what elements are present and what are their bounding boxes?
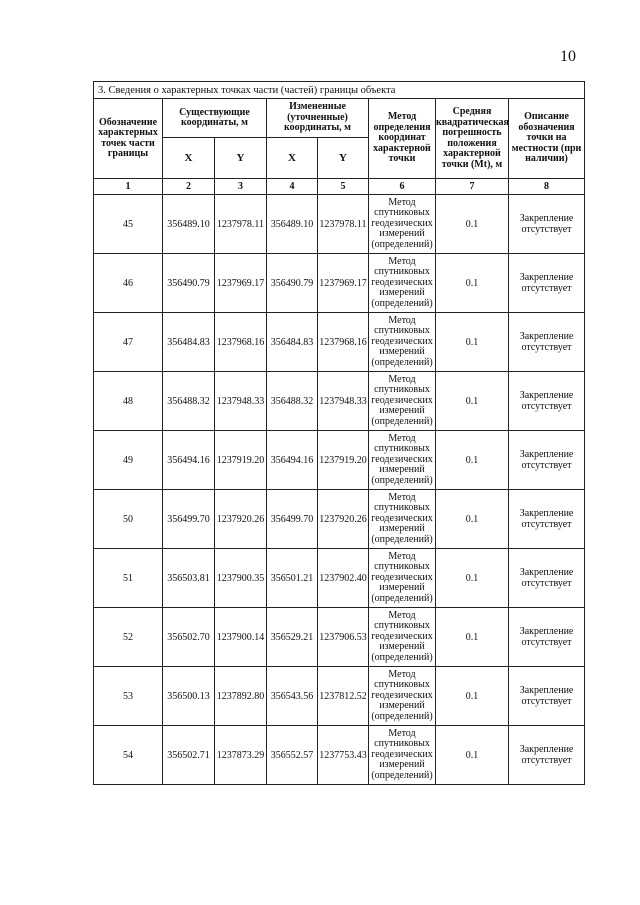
table-row (94, 608, 585, 667)
cell-existing-y: 1237968.16 (215, 313, 267, 372)
cell-changed-x: 356529.21 (267, 608, 318, 667)
cell-method: Метод спутниковых геодезических измерений (определений) (369, 195, 436, 254)
cell-description: Закрепление отсутствует (509, 431, 585, 490)
cell-existing-y: 1237948.33 (215, 372, 267, 431)
cell-changed-x: 356494.16 (267, 431, 318, 490)
cell-description: Закрепление отсутствует (509, 195, 585, 254)
cell-point: 46 (94, 254, 163, 313)
table-row (94, 490, 585, 549)
cell-existing-y: 1237900.35 (215, 549, 267, 608)
cell-existing-x: 356494.16 (163, 431, 215, 490)
cell-method: Метод спутниковых геодезических измерений (определений) (369, 608, 436, 667)
cell-changed-x: 356552.57 (267, 726, 318, 785)
header-point: Обозначение характерных точек части границы (94, 99, 163, 179)
cell-changed-y: 1237902.40 (318, 549, 369, 608)
column-number: 1 (94, 179, 163, 195)
cell-changed-y: 1237919.20 (318, 431, 369, 490)
cell-changed-x: 356484.83 (267, 313, 318, 372)
cell-description: Закрепление отсутствует (509, 372, 585, 431)
cell-existing-x: 356503.81 (163, 549, 215, 608)
cell-existing-y: 1237873.29 (215, 726, 267, 785)
cell-point: 49 (94, 431, 163, 490)
cell-existing-x: 356490.79 (163, 254, 215, 313)
cell-changed-y: 1237920.26 (318, 490, 369, 549)
cell-method: Метод спутниковых геодезических измерений (определений) (369, 490, 436, 549)
header-existing-y: Y (215, 138, 267, 179)
table-row (94, 549, 585, 608)
column-number: 4 (267, 179, 318, 195)
section-title: 3. Сведения о характерных точках части (частей) границы объекта (94, 82, 585, 99)
cell-method: Метод спутниковых геодезических измерений (определений) (369, 726, 436, 785)
cell-description: Закрепление отсутствует (509, 549, 585, 608)
cell-accuracy: 0.1 (436, 667, 509, 726)
column-number: 2 (163, 179, 215, 195)
cell-changed-y: 1237969.17 (318, 254, 369, 313)
cell-point: 48 (94, 372, 163, 431)
column-number: 5 (318, 179, 369, 195)
cell-existing-y: 1237978.11 (215, 195, 267, 254)
cell-existing-x: 356488.32 (163, 372, 215, 431)
cell-existing-y: 1237892.80 (215, 667, 267, 726)
cell-changed-x: 356490.79 (267, 254, 318, 313)
cell-changed-y: 1237978.11 (318, 195, 369, 254)
cell-changed-y: 1237968.16 (318, 313, 369, 372)
cell-point: 45 (94, 195, 163, 254)
cell-accuracy: 0.1 (436, 549, 509, 608)
characteristic-points-table (93, 81, 585, 785)
table-row (94, 726, 585, 785)
cell-changed-x: 356489.10 (267, 195, 318, 254)
cell-method: Метод спутниковых геодезических измерений (определений) (369, 313, 436, 372)
cell-existing-x: 356502.70 (163, 608, 215, 667)
cell-accuracy: 0.1 (436, 608, 509, 667)
column-number: 8 (509, 179, 585, 195)
cell-existing-y: 1237969.17 (215, 254, 267, 313)
cell-description: Закрепление отсутствует (509, 313, 585, 372)
column-number: 7 (436, 179, 509, 195)
table-row (94, 195, 585, 254)
header-method: Метод определения координат характерной точки (369, 99, 436, 179)
cell-changed-x: 356499.70 (267, 490, 318, 549)
cell-description: Закрепление отсутствует (509, 254, 585, 313)
table-body (94, 195, 585, 785)
cell-changed-x: 356543.56 (267, 667, 318, 726)
cell-accuracy: 0.1 (436, 195, 509, 254)
cell-existing-x: 356502.71 (163, 726, 215, 785)
cell-point: 52 (94, 608, 163, 667)
cell-point: 50 (94, 490, 163, 549)
column-number: 6 (369, 179, 436, 195)
cell-method: Метод спутниковых геодезических измерений (определений) (369, 667, 436, 726)
header-accuracy: Средняя квадратическая погрешность положения характерной точки (Mt), м (436, 99, 509, 179)
cell-existing-x: 356500.13 (163, 667, 215, 726)
cell-changed-y: 1237812.52 (318, 667, 369, 726)
table-row (94, 372, 585, 431)
cell-changed-x: 356488.32 (267, 372, 318, 431)
table-row (94, 667, 585, 726)
cell-point: 51 (94, 549, 163, 608)
cell-existing-x: 356489.10 (163, 195, 215, 254)
header-existing-coordinates: Существующие координаты, м (163, 99, 267, 138)
cell-accuracy: 0.1 (436, 372, 509, 431)
cell-accuracy: 0.1 (436, 726, 509, 785)
header-changed-y: Y (318, 138, 369, 179)
cell-accuracy: 0.1 (436, 490, 509, 549)
cell-changed-y: 1237948.33 (318, 372, 369, 431)
cell-accuracy: 0.1 (436, 313, 509, 372)
cell-description: Закрепление отсутствует (509, 608, 585, 667)
cell-existing-x: 356484.83 (163, 313, 215, 372)
header-existing-x: X (163, 138, 215, 179)
header-description: Описание обозначения точки на местности (при наличии) (509, 99, 585, 179)
cell-existing-y: 1237920.26 (215, 490, 267, 549)
cell-description: Закрепление отсутствует (509, 726, 585, 785)
table-row (94, 254, 585, 313)
column-number: 3 (215, 179, 267, 195)
cell-point: 54 (94, 726, 163, 785)
cell-description: Закрепление отсутствует (509, 490, 585, 549)
cell-method: Метод спутниковых геодезических измерений (определений) (369, 372, 436, 431)
cell-point: 53 (94, 667, 163, 726)
cell-point: 47 (94, 313, 163, 372)
cell-existing-y: 1237900.14 (215, 608, 267, 667)
cell-changed-y: 1237753.43 (318, 726, 369, 785)
cell-method: Метод спутниковых геодезических измерений (определений) (369, 549, 436, 608)
cell-description: Закрепление отсутствует (509, 667, 585, 726)
cell-changed-y: 1237906.53 (318, 608, 369, 667)
cell-accuracy: 0.1 (436, 431, 509, 490)
page-number: 10 (560, 48, 576, 65)
cell-method: Метод спутниковых геодезических измерений (определений) (369, 431, 436, 490)
header-changed-coordinates: Измененные (уточненные) координаты, м (267, 99, 369, 138)
column-numbers-row (94, 179, 585, 195)
header-changed-x: X (267, 138, 318, 179)
table-row (94, 431, 585, 490)
cell-changed-x: 356501.21 (267, 549, 318, 608)
table-row (94, 313, 585, 372)
cell-existing-x: 356499.70 (163, 490, 215, 549)
cell-existing-y: 1237919.20 (215, 431, 267, 490)
cell-method: Метод спутниковых геодезических измерений (определений) (369, 254, 436, 313)
cell-accuracy: 0.1 (436, 254, 509, 313)
